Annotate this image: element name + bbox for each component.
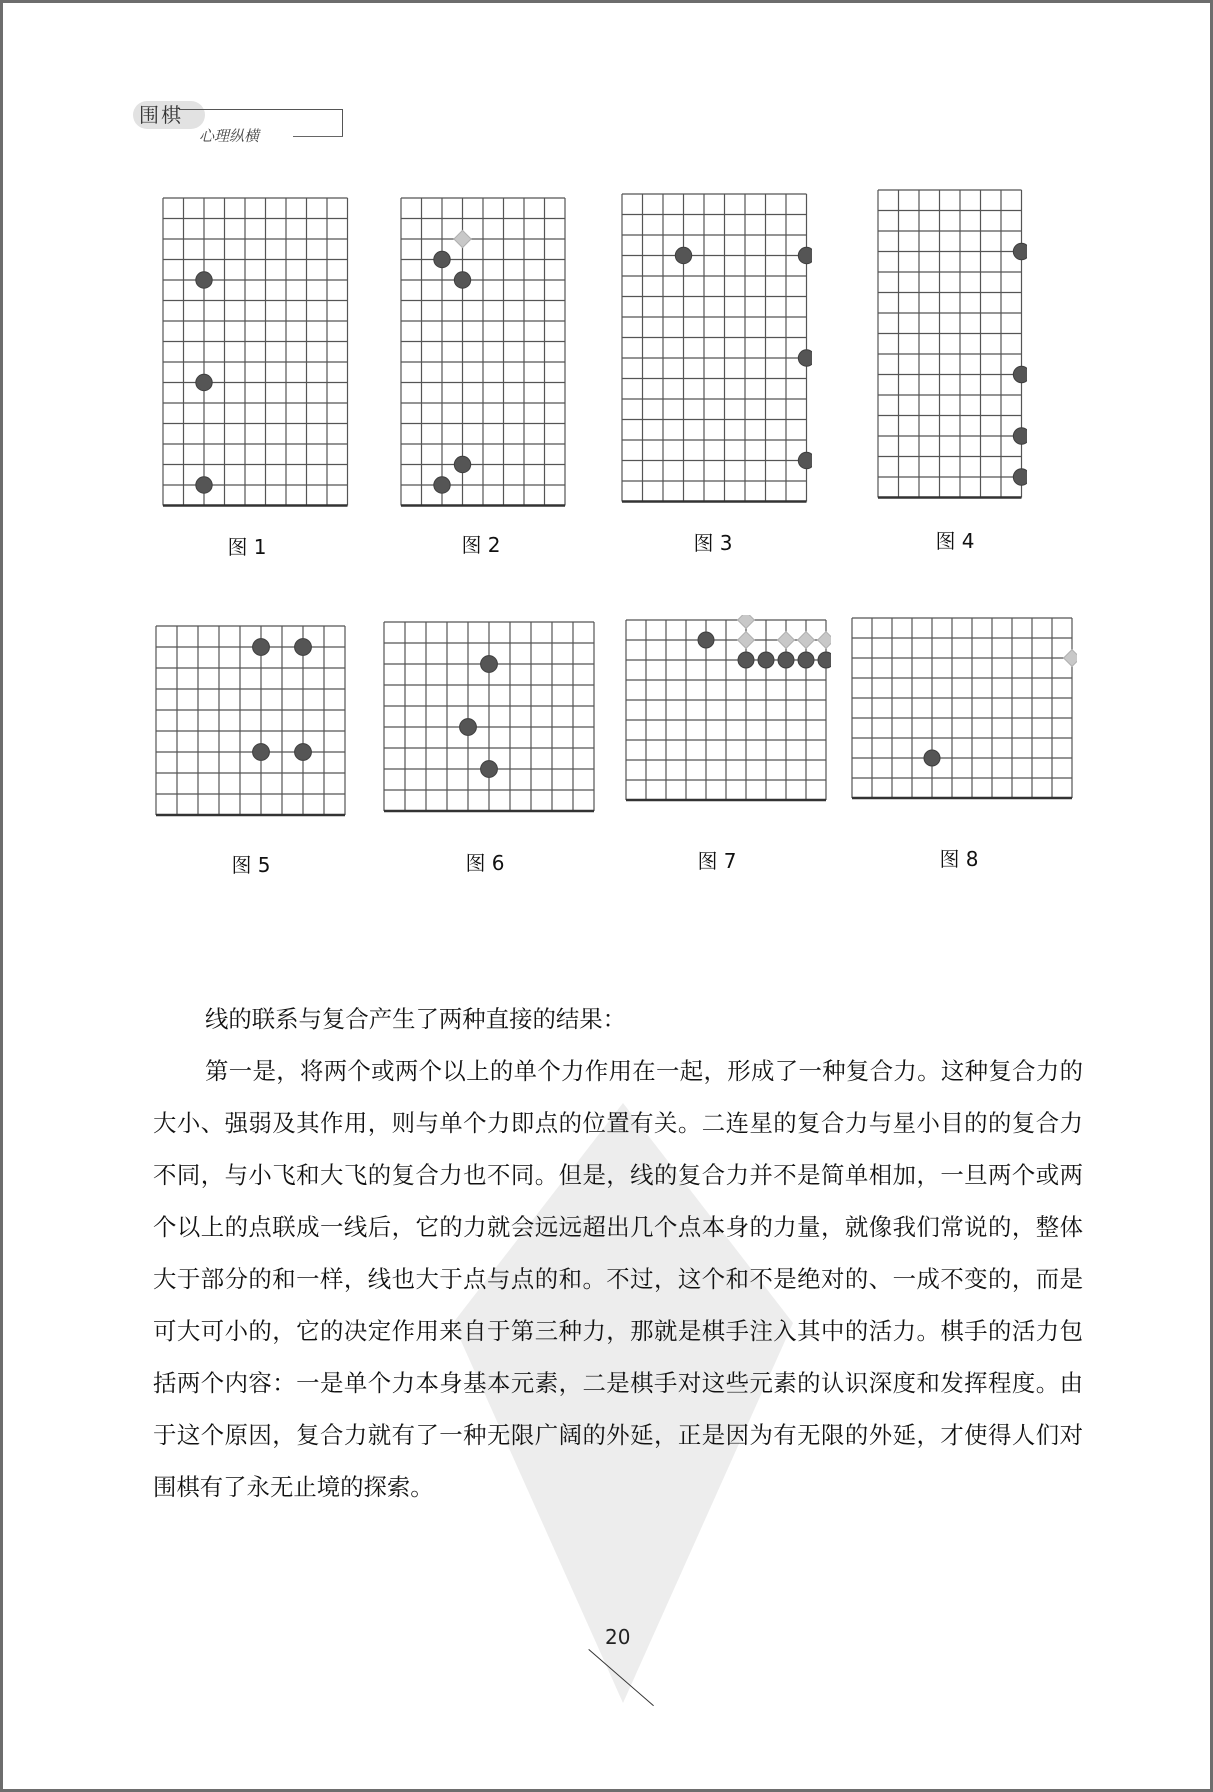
figure-3-caption: 图 3 <box>693 531 733 555</box>
go-board-figure-3 <box>617 189 812 507</box>
black-stone <box>481 656 498 673</box>
black-stone <box>295 639 312 656</box>
black-stone <box>454 272 470 288</box>
body-text <box>153 993 1083 1513</box>
go-board-figure-8 <box>847 613 1077 803</box>
figure-1-caption: 图 1 <box>227 535 267 559</box>
black-stone <box>434 251 450 267</box>
go-board-figure-2 <box>396 193 570 511</box>
black-stone <box>738 652 754 668</box>
black-stone <box>818 652 831 668</box>
paragraph: 第一是，将两个或两个以上的单个力作用在一起，形成了一种复合力。这种复合力的大小、强弱及其作用，则与单个力即点的位置有关。二连星的复合力与星小目的的复合力不同，与小飞和大飞的复合力也不同。但是，线的复合力并不是简单相加，一旦两个或两个以上的点联成一线后，它的力就会远远超出几个点本身的力量，就像我们常说的，整体大于部分的和一样，线也大于点与点的和。不过，这个和不是绝对的、一成不变的，而是可大可小的，它的决定作用来自于第三种力，那就是棋手注入其中的活力。棋手的活力包括两个内容：一是单个力本身基本元素，二是棋手对这些元素的认识深度和发挥程度。由于这个原因，复合力就有了一种无限广阔的外延，正是因为有无限的外延，才使得人们对围棋有了永无止境的探索。 <box>153 1057 1083 1501</box>
figure-4-caption: 图 4 <box>935 529 975 553</box>
black-stone <box>798 452 811 468</box>
go-board-figure-6 <box>379 617 599 816</box>
page-number-slash <box>588 1649 654 1706</box>
book-title: 围棋 <box>139 103 183 127</box>
black-stone <box>196 374 212 390</box>
black-stone <box>675 247 691 263</box>
black-stone <box>1013 428 1026 444</box>
white-stone <box>778 632 795 649</box>
go-board-figure-5 <box>151 621 350 820</box>
figure-7-caption: 图 7 <box>697 849 737 873</box>
black-stone <box>196 477 212 493</box>
black-stone <box>481 761 498 778</box>
black-stone <box>295 744 312 761</box>
page-number: 20 <box>605 1625 631 1649</box>
black-stone <box>798 350 811 366</box>
figure-5-caption: 图 5 <box>231 853 271 877</box>
go-board-figure-4 <box>873 185 1027 503</box>
black-stone <box>924 750 940 766</box>
white-stone <box>798 632 815 649</box>
figure-2-caption: 图 2 <box>461 533 501 557</box>
white-stone <box>738 615 755 628</box>
black-stone <box>798 652 814 668</box>
white-stone <box>738 632 755 649</box>
black-stone <box>798 247 811 263</box>
black-stone <box>758 652 774 668</box>
black-stone <box>253 639 270 656</box>
black-stone <box>434 477 450 493</box>
paragraph: 线的联系与复合产生了两种直接的结果： <box>205 1005 627 1033</box>
white-stone <box>1064 650 1077 667</box>
black-stone <box>454 456 470 472</box>
white-stone <box>454 230 471 247</box>
white-stone <box>818 632 831 649</box>
black-stone <box>698 632 714 648</box>
header-tail-rule <box>293 136 343 137</box>
go-board-figure-1 <box>158 193 353 511</box>
black-stone <box>460 719 477 736</box>
black-stone <box>1013 243 1026 259</box>
black-stone <box>253 744 270 761</box>
black-stone <box>1013 469 1026 485</box>
figure-6-caption: 图 6 <box>465 851 505 875</box>
black-stone <box>778 652 794 668</box>
go-board-figure-7 <box>621 615 831 805</box>
black-stone <box>196 272 212 288</box>
figure-8-caption: 图 8 <box>939 847 979 871</box>
book-subtitle: 心理纵横 <box>199 127 260 145</box>
black-stone <box>1013 366 1026 382</box>
